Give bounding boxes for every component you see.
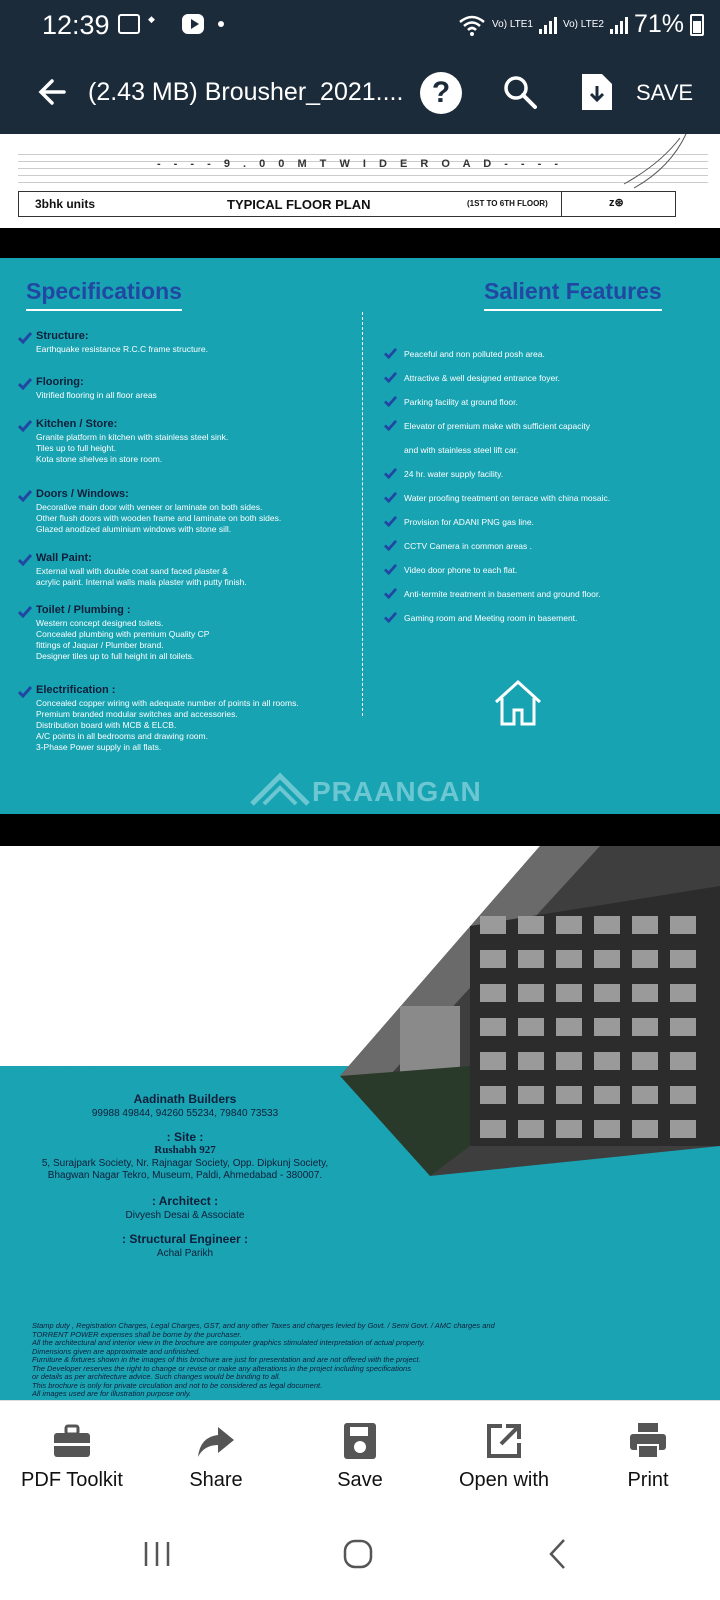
architect-label: : Architect : bbox=[151, 1194, 219, 1208]
share-button[interactable] bbox=[144, 1401, 288, 1509]
network-label-1: Vo) LTE1 bbox=[492, 19, 533, 30]
north-label: z bbox=[609, 197, 615, 209]
spec-title: Doors / Windows: bbox=[36, 488, 129, 500]
check-icon bbox=[384, 540, 397, 551]
dot-icon bbox=[218, 21, 224, 27]
plan-arc bbox=[620, 134, 690, 190]
builder-name: Aadinath Builders bbox=[133, 1092, 237, 1106]
signal-icon bbox=[539, 16, 557, 34]
spec-detail: External wall with double coat sand faced plaster & acrylic paint. Internal walls mala plaster with putty finish. bbox=[36, 566, 247, 587]
floor-plan-page bbox=[0, 134, 720, 228]
spec-detail: Granite platform in kitchen with stainless steel sink. Tiles up to full height. Kota stone shelves in store room. bbox=[36, 432, 229, 464]
tool-label: Share bbox=[189, 1469, 243, 1491]
column-divider bbox=[362, 312, 363, 716]
spec-title: Electrification : bbox=[36, 684, 116, 696]
check-icon bbox=[384, 588, 397, 599]
feature-text: Attractive & well designed entrance foyer. bbox=[404, 373, 560, 383]
road-label: - - - - 9 . 0 0 M T W I D E R O A D - - - - bbox=[156, 158, 564, 170]
specifications-heading: Specifications bbox=[26, 278, 182, 311]
logo-roof-icon bbox=[250, 772, 310, 806]
spec-title: Kitchen / Store: bbox=[36, 418, 118, 430]
check-icon bbox=[18, 420, 32, 432]
road-lines bbox=[18, 148, 708, 194]
project-name: Rushabh 927 bbox=[154, 1144, 216, 1156]
check-icon bbox=[384, 516, 397, 527]
spec-detail: Western concept designed toilets. Concealed plumbing with premium Quality CP fittings of Jaquar / Plumber brand. Designer tiles up to full height in all toilets. bbox=[36, 618, 210, 661]
check-icon bbox=[18, 378, 32, 390]
save-icon bbox=[340, 1423, 380, 1459]
site-address: 5, Surajpark Society, Nr. Rajnagar Society, Opp. Dipkunj Society, Bhagwan Nagar Tekro, Museum, Paldi, Ahmedabad - 380007. bbox=[41, 1158, 329, 1181]
house-icon bbox=[492, 678, 544, 728]
feature-text: Water proofing treatment on terrace with china mosaic. bbox=[404, 493, 611, 503]
tool-label: PDF Toolkit bbox=[21, 1469, 123, 1491]
check-icon bbox=[18, 332, 32, 344]
feature-text: Gaming room and Meeting room in basement. bbox=[404, 613, 578, 623]
status-time: 12:39 bbox=[42, 10, 110, 40]
wifi-icon bbox=[458, 14, 486, 36]
builder-page bbox=[0, 846, 720, 1400]
praangan-logo bbox=[250, 772, 482, 808]
app-bar bbox=[0, 50, 720, 134]
search-icon[interactable] bbox=[500, 72, 540, 112]
home-icon[interactable] bbox=[342, 1538, 374, 1570]
check-icon bbox=[384, 348, 397, 359]
back-arrow-icon[interactable] bbox=[34, 72, 74, 112]
check-icon bbox=[384, 492, 397, 503]
check-icon bbox=[18, 686, 32, 698]
feature-text: and with stainless steel lift car. bbox=[404, 445, 519, 455]
feature-text: Parking facility at ground floor. bbox=[404, 397, 518, 407]
status-bar bbox=[0, 0, 720, 50]
pdf-toolkit-button[interactable] bbox=[0, 1401, 144, 1509]
network-label-2: Vo) LTE2 bbox=[563, 19, 604, 30]
check-icon bbox=[384, 372, 397, 383]
tool-label: Print bbox=[627, 1469, 669, 1491]
north-icon: z⊛ bbox=[609, 197, 624, 209]
document-title: (2.43 MB) Brousher_2021.... bbox=[88, 78, 404, 106]
spec-detail: Decorative main door with veneer or laminate on both sides. Other flush doors with wooden frame and laminate on both sides. Glazed anodized aluminium windows with stone sill. bbox=[36, 502, 282, 534]
spec-title: Wall Paint: bbox=[36, 552, 92, 564]
save-tool-button[interactable] bbox=[288, 1401, 432, 1509]
logo-text: PRAANGAN bbox=[312, 776, 482, 807]
floors-label: (1ST TO 6TH FLOOR) bbox=[467, 199, 548, 208]
gallery-icon bbox=[118, 14, 140, 34]
battery-icon bbox=[690, 14, 704, 36]
open-with-button[interactable] bbox=[432, 1401, 576, 1509]
salient-features-heading: Salient Features bbox=[484, 278, 662, 311]
battery-percent: 71% bbox=[633, 10, 684, 38]
builder-phones: 99988 49844, 94260 55234, 79840 73533 bbox=[91, 1108, 279, 1119]
engineer-label: : Structural Engineer : bbox=[121, 1232, 249, 1246]
spec-detail: Earthquake resistance R.C.C frame structure. bbox=[36, 344, 208, 354]
share-icon bbox=[196, 1423, 236, 1459]
print-button[interactable] bbox=[576, 1401, 720, 1509]
save-file-icon[interactable] bbox=[580, 72, 614, 112]
engineer-name: Achal Parikh bbox=[156, 1248, 214, 1259]
help-icon[interactable]: ? bbox=[420, 72, 462, 114]
spec-title: Flooring: bbox=[36, 376, 84, 388]
save-button[interactable]: SAVE bbox=[636, 80, 694, 105]
divider bbox=[561, 192, 562, 216]
spec-detail: Concealed copper wiring with adequate number of points in all rooms. Premium branded modular switches and accessories. Distribution board with MCB & ELCB. A/C points in all bedrooms and drawing room. 3-Phase Power supply in all flats. bbox=[36, 698, 299, 752]
feature-text: Anti-termite treatment in basement and ground floor. bbox=[404, 589, 601, 599]
check-icon bbox=[384, 420, 397, 431]
check-icon bbox=[384, 396, 397, 407]
back-icon[interactable] bbox=[546, 1538, 570, 1570]
check-icon bbox=[18, 606, 32, 618]
architect-name: Divyesh Desai & Associate bbox=[125, 1210, 245, 1221]
plan-title: TYPICAL FLOOR PLAN bbox=[227, 197, 371, 212]
site-label: : Site : bbox=[166, 1130, 204, 1144]
check-icon bbox=[18, 490, 32, 502]
bottom-toolbar bbox=[0, 1400, 720, 1508]
feature-text: Peaceful and non polluted posh area. bbox=[404, 349, 545, 359]
check-icon bbox=[384, 612, 397, 623]
pdf-viewer[interactable] bbox=[0, 134, 720, 1400]
check-icon bbox=[384, 468, 397, 479]
feature-text: Provision for ADANI PNG gas line. bbox=[404, 517, 534, 527]
toolbox-icon bbox=[52, 1423, 92, 1459]
check-icon bbox=[384, 564, 397, 575]
check-icon bbox=[18, 554, 32, 566]
print-icon bbox=[628, 1423, 668, 1459]
system-nav-bar bbox=[0, 1508, 720, 1600]
app-icon: ◆ bbox=[148, 14, 155, 24]
spec-title: Structure: bbox=[36, 330, 89, 342]
feature-text: 24 hr. water supply facility. bbox=[404, 469, 504, 479]
youtube-icon bbox=[182, 14, 204, 34]
floor-plan-caption bbox=[18, 191, 676, 217]
tool-label: Open with bbox=[458, 1469, 550, 1491]
feature-text: Elevator of premium make with sufficient capacity bbox=[404, 421, 590, 431]
recent-apps-icon[interactable] bbox=[142, 1540, 172, 1568]
disclaimer-text: Stamp duty , Registration Charges, Legal Charges, GST, and any other Taxes and charges levied by Govt. / Semi Govt. / AMC charges and TORRENT POWER expenses shall be borne by the purchaser. All the architectural and interior view in the brochure are computer graphics stimulated interpretation of actual property. Dimensions given are approximate and unfinished. Furniture & fixtures shown in the images of this brochure are just for presentation and are not offered with the project. The Developer reserves the right to change or revise or make any alterations in the project including specifications or details as per architecture advice. Such changes would be binding to all. This brochure is only for private circulation and not to be considered as legal document. All images used are for illustration purpose only. bbox=[32, 1321, 495, 1398]
tool-label: Save bbox=[337, 1469, 383, 1491]
feature-text: Video door phone to each flat. bbox=[404, 565, 518, 575]
open-external-icon bbox=[484, 1423, 524, 1459]
spec-title: Toilet / Plumbing : bbox=[36, 604, 131, 616]
signal-icon bbox=[610, 16, 628, 34]
feature-text: CCTV Camera in common areas . bbox=[404, 541, 533, 551]
units-label: 3bhk units bbox=[35, 197, 96, 211]
specifications-page bbox=[0, 258, 720, 814]
spec-detail: Vitrified flooring in all floor areas bbox=[36, 390, 157, 400]
